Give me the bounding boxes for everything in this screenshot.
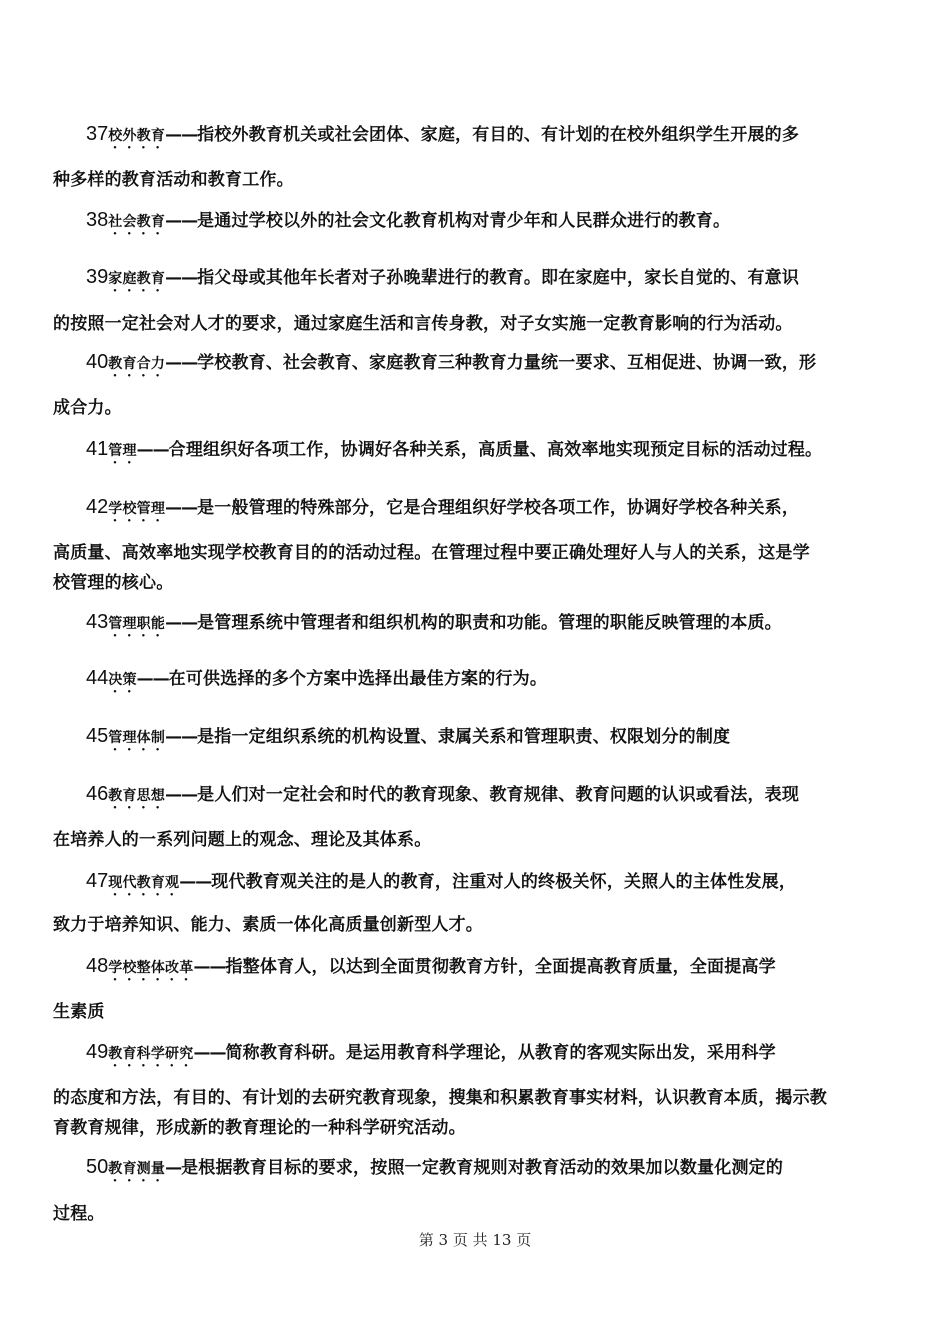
entry-separator: —— [193, 1043, 226, 1063]
entry-number: 44 [86, 667, 109, 689]
entry-separator: —— [179, 872, 212, 892]
entry-term: 教育合力 [108, 356, 166, 372]
entry-number: 46 [86, 783, 109, 805]
entry-first-line [86, 122, 911, 152]
entry-first-line [86, 724, 911, 754]
entry-definition: 是指一定组织系统的机构设置、隶属关系和管理职责、权限划分的制度 [197, 727, 731, 747]
entry-term: 现代教育观 [108, 875, 180, 891]
entry-first-line [86, 666, 911, 696]
entry-separator: —— [136, 669, 169, 689]
entry-continuation-line: 成合力。 [53, 398, 122, 418]
entry-number: 40 [86, 351, 109, 373]
entry-term: 决策 [108, 672, 137, 688]
entry-definition: 指父母或其他年长者对子孙晚辈进行的教育。即在家庭中，家长自觉的、有意识 [197, 268, 800, 288]
entry-term: 学校整体改革 [108, 960, 194, 976]
entry-definition: 是通过学校以外的社会文化教育机构对青少年和人民群众进行的教育。 [197, 211, 731, 231]
entry-definition: 是人们对一定社会和时代的教育现象、教育规律、教育问题的认识或看法，表现 [197, 785, 800, 805]
entry-definition: 是管理系统中管理者和组织机构的职责和功能。管理的职能反映管理的本质。 [197, 613, 782, 633]
entry-number: 38 [86, 209, 109, 231]
entry-separator: —— [165, 613, 198, 633]
entry-term: 家庭教育 [108, 271, 166, 287]
entry-number: 41 [86, 438, 109, 460]
entry-term: 校外教育 [108, 128, 166, 144]
entry-continuation-line: 育教育规律，形成新的教育理论的一种科学研究活动。 [53, 1118, 466, 1138]
entry-continuation-line: 致力于培养知识、能力、素质一体化高质量创新型人才。 [53, 915, 483, 935]
entry-first-line [86, 782, 911, 812]
entry-definition: 指整体育人，以达到全面贯彻教育方针，全面提高教育质量，全面提高学 [225, 957, 776, 977]
entry-definition: 指校外教育机关或社会团体、家庭，有目的、有计划的在校外组织学生开展的多 [197, 125, 800, 145]
entry-continuation-line: 的态度和方法，有目的、有计划的去研究教育现象，搜集和积累教育事实材料，认识教育本质，揭示教 [53, 1088, 827, 1108]
entry-number: 49 [86, 1041, 109, 1063]
entry-definition: 在可供选择的多个方案中选择出最佳方案的行为。 [168, 669, 548, 689]
entry-first-line [86, 1155, 911, 1185]
entry-first-line [86, 1040, 911, 1070]
entry-continuation-line: 高质量、高效率地实现学校教育目的的活动过程。在管理过程中要正确处理好人与人的关系，这是学 [53, 543, 810, 563]
entry-first-line [86, 869, 911, 899]
entry-first-line [86, 495, 911, 525]
entry-first-line [86, 208, 911, 238]
entry-number: 39 [86, 266, 109, 288]
page-footer: 第 3 页 共 13 页 [418, 1231, 532, 1249]
entry-number: 47 [86, 870, 109, 892]
entry-term: 管理 [108, 443, 137, 459]
entry-number: 37 [86, 123, 109, 145]
entry-first-line [86, 350, 911, 380]
entry-continuation-line: 在培养人的一系列问题上的观念、理论及其体系。 [53, 830, 432, 850]
entry-number: 45 [86, 725, 109, 747]
entry-definition: 学校教育、社会教育、家庭教育三种教育力量统一要求、互相促进、协调一致，形 [197, 353, 817, 373]
entry-term: 社会教育 [108, 214, 166, 230]
entry-separator: —— [165, 268, 198, 288]
entry-term: 管理职能 [108, 616, 166, 632]
entry-separator: —— [136, 440, 169, 460]
entry-first-line [86, 954, 911, 984]
entry-definition: 合理组织好各项工作，协调好各种关系，高质量、高效率地实现预定目标的活动过程。 [168, 440, 823, 460]
entry-first-line [86, 437, 911, 467]
entry-separator: —— [165, 498, 198, 518]
entry-continuation-line: 的按照一定社会对人才的要求，通过家庭生活和言传身教，对子女实施一定教育影响的行为活动。 [53, 314, 793, 334]
entry-number: 42 [86, 496, 109, 518]
entry-first-line [86, 265, 911, 295]
entry-term: 学校管理 [108, 501, 166, 517]
entry-term: 教育科学研究 [108, 1046, 194, 1062]
entry-separator: —— [193, 957, 226, 977]
entry-continuation-line: 校管理的核心。 [53, 573, 174, 593]
entry-separator: —— [165, 125, 198, 145]
entry-continuation-line: 种多样的教育活动和教育工作。 [53, 170, 294, 190]
entry-term: 教育测量 [108, 1161, 166, 1177]
entry-term: 管理体制 [108, 730, 166, 746]
entry-definition: 是根据教育目标的要求，按照一定教育规则对教育活动的效果加以数量化测定的 [181, 1158, 784, 1178]
entry-continuation-line: 过程。 [53, 1204, 105, 1224]
entry-continuation-line: 生素质 [53, 1002, 105, 1022]
entry-separator: —— [165, 211, 198, 231]
entry-definition: 现代教育观关注的是人的教育，注重对人的终极关怀，关照人的主体性发展， [211, 872, 797, 892]
entry-term: 教育思想 [108, 788, 166, 804]
entry-number: 43 [86, 611, 109, 633]
entry-definition: 简称教育科研。是运用教育科学理论，从教育的客观实际出发，采用科学 [225, 1043, 776, 1063]
entry-separator: —— [165, 353, 198, 373]
entry-definition: 是一般管理的特殊部分，它是合理组织好学校各项工作，协调好学校各种关系， [197, 498, 800, 518]
entry-first-line [86, 610, 911, 640]
entry-separator: — [165, 1158, 182, 1178]
entry-separator: —— [165, 785, 198, 805]
entry-number: 50 [86, 1156, 109, 1178]
entry-separator: —— [165, 727, 198, 747]
entry-number: 48 [86, 955, 109, 977]
